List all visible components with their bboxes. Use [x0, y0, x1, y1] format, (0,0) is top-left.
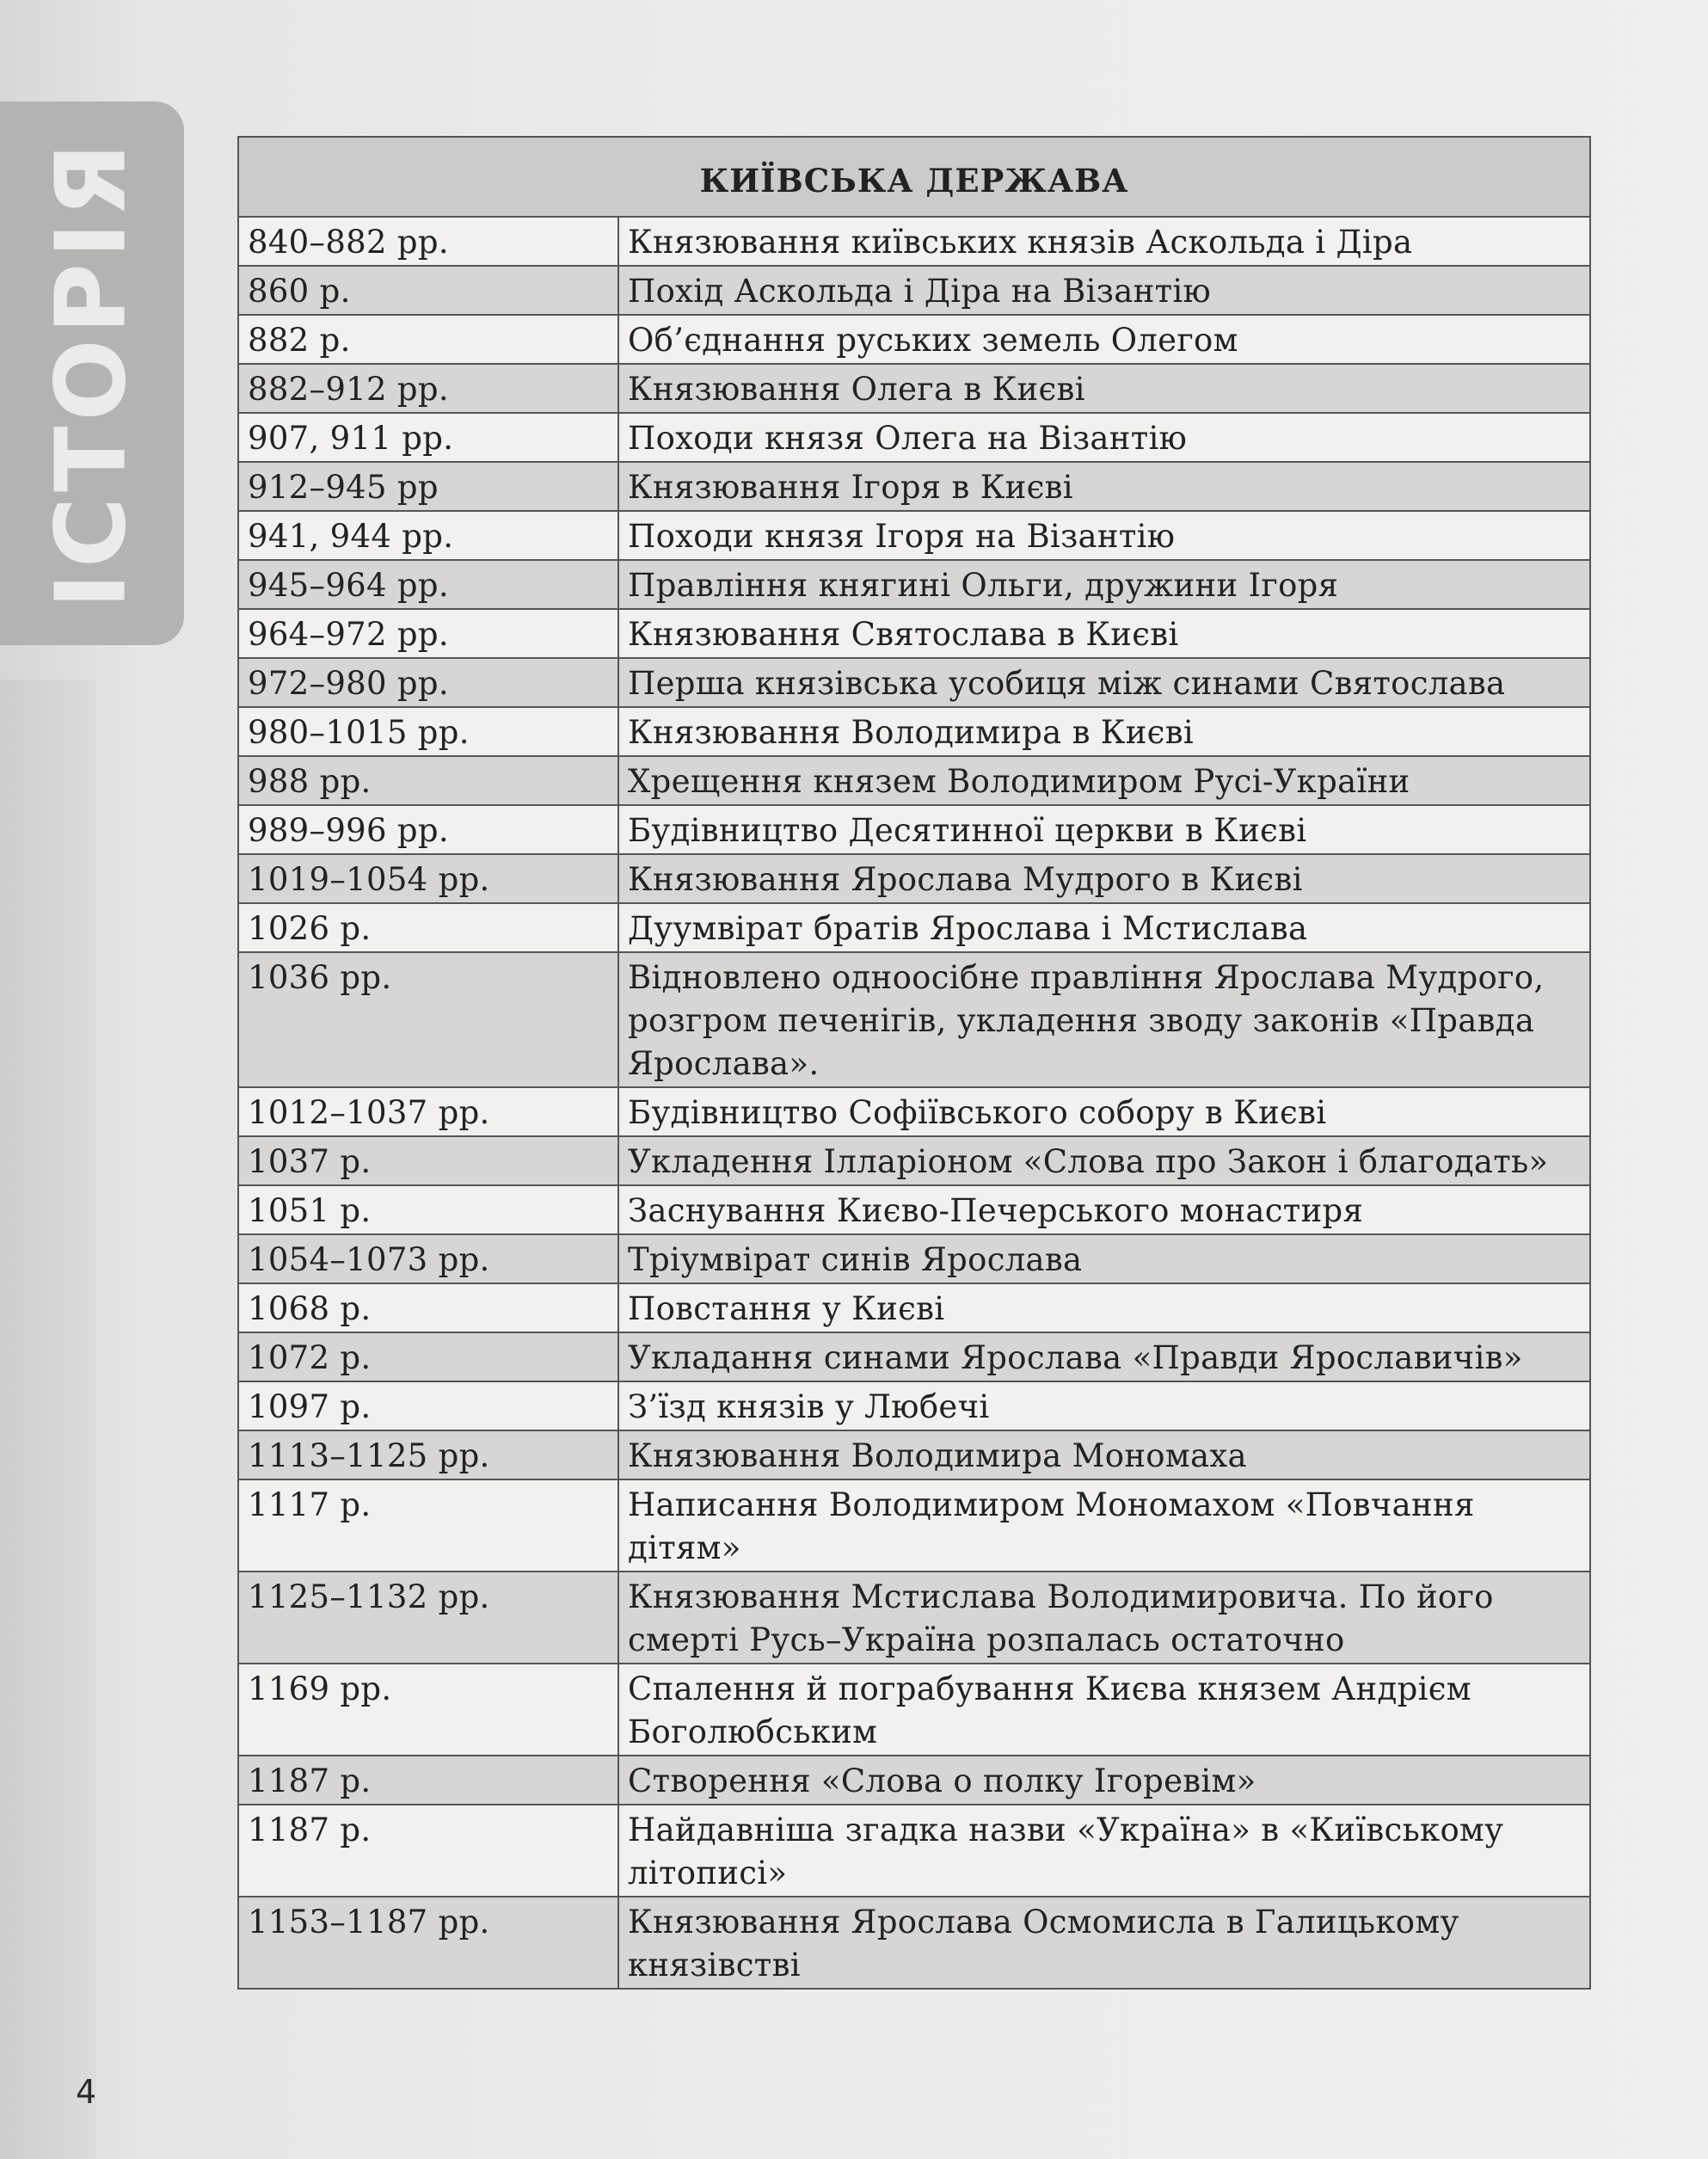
- year-cell: 840–882 рр.: [238, 217, 618, 266]
- year-cell: 1125–1132 рр.: [238, 1572, 618, 1664]
- margin-strip: [0, 680, 96, 2159]
- year-cell: 907, 911 рр.: [238, 413, 618, 462]
- table-row: [238, 1897, 1590, 1989]
- event-cell: Походи князя Олега на Візантію: [618, 413, 1590, 462]
- table-row: [238, 1572, 1590, 1664]
- year-cell: 1169 рр.: [238, 1664, 618, 1756]
- event-cell: Князювання Володимира Мономаха: [618, 1430, 1590, 1479]
- table-row: [238, 1136, 1590, 1185]
- event-cell: Укладення Іллаpіоном «Слова про Закон і благодать»: [618, 1136, 1590, 1185]
- table-row: [238, 462, 1590, 511]
- table-row: [238, 1381, 1590, 1430]
- year-cell: 945–964 рр.: [238, 560, 618, 609]
- event-cell: Укладання синами Ярослава «Правди Ярославичів»: [618, 1332, 1590, 1381]
- event-cell: Хрещення князем Володимиром Русі-України: [618, 756, 1590, 805]
- table-row: [238, 413, 1590, 462]
- table-row: [238, 854, 1590, 903]
- event-cell: Відновлено одноосібне правління Ярослава Мудрого, розгром печенігів, укладення зводу законів «Правда Ярослава».: [618, 952, 1590, 1087]
- event-cell: Князювання Ярослава Мудрого в Києві: [618, 854, 1590, 903]
- table-row: [238, 609, 1590, 658]
- table-row: [238, 1332, 1590, 1381]
- year-cell: 988 рр.: [238, 756, 618, 805]
- year-cell: 1036 рр.: [238, 952, 618, 1087]
- table-row: [238, 1234, 1590, 1283]
- event-cell: Заснування Києво-Печерського монастиря: [618, 1185, 1590, 1234]
- year-cell: 941, 944 рр.: [238, 511, 618, 560]
- year-cell: 964–972 рр.: [238, 609, 618, 658]
- year-cell: 989–996 рр.: [238, 805, 618, 854]
- table-row: [238, 1430, 1590, 1479]
- year-cell: 1012–1037 рр.: [238, 1087, 618, 1136]
- event-cell: Дуумвірат братів Ярослава і Мстислава: [618, 903, 1590, 952]
- section-tab: [0, 101, 184, 645]
- table-row: [238, 315, 1590, 364]
- year-cell: 860 р.: [238, 266, 618, 315]
- event-cell: Будівництво Десятинної церкви в Києві: [618, 805, 1590, 854]
- chronology-table: [237, 136, 1591, 1990]
- table-row: [238, 266, 1590, 315]
- table-row: [238, 1185, 1590, 1234]
- table-row: [238, 1283, 1590, 1332]
- year-cell: 1037 р.: [238, 1136, 618, 1185]
- year-cell: 1097 р.: [238, 1381, 618, 1430]
- year-cell: 1117 р.: [238, 1479, 618, 1572]
- table-row: [238, 658, 1590, 707]
- table-row: [238, 1087, 1590, 1136]
- table-row: [238, 560, 1590, 609]
- event-cell: Князювання Олега в Києві: [618, 364, 1590, 413]
- event-cell: Перша князівська усобиця між синами Святослава: [618, 658, 1590, 707]
- year-cell: 1019–1054 рр.: [238, 854, 618, 903]
- table-body: [238, 217, 1590, 1989]
- table-title: КИЇВСЬКА ДЕРЖАВА: [238, 137, 1590, 217]
- event-cell: Князювання Святослава в Києві: [618, 609, 1590, 658]
- table-row: [238, 707, 1590, 756]
- event-cell: З’їзд князів у Любечі: [618, 1381, 1590, 1430]
- year-cell: 1026 р.: [238, 903, 618, 952]
- event-cell: Повстання у Києві: [618, 1283, 1590, 1332]
- table-row: [238, 903, 1590, 952]
- table-row: [238, 364, 1590, 413]
- table-row: [238, 1664, 1590, 1756]
- event-cell: Об’єднання руських земель Олегом: [618, 315, 1590, 364]
- year-cell: 972–980 рр.: [238, 658, 618, 707]
- table-row: [238, 1479, 1590, 1572]
- page-number: 4: [76, 2073, 97, 2111]
- year-cell: 1054–1073 рр.: [238, 1234, 618, 1283]
- table-row: [238, 217, 1590, 266]
- event-cell: Похід Аскольда і Діра на Візантію: [618, 266, 1590, 315]
- event-cell: Походи князя Ігоря на Візантію: [618, 511, 1590, 560]
- event-cell: Тріумвірат синів Ярослава: [618, 1234, 1590, 1283]
- table-row: [238, 1756, 1590, 1805]
- table-row: [238, 511, 1590, 560]
- table-row: [238, 952, 1590, 1087]
- year-cell: 1187 р.: [238, 1805, 618, 1897]
- year-cell: 980–1015 рр.: [238, 707, 618, 756]
- event-cell: Спалення й пограбування Києва князем Андрієм Боголюбським: [618, 1664, 1590, 1756]
- table-header-row: [238, 137, 1590, 217]
- year-cell: 1153–1187 рр.: [238, 1897, 618, 1989]
- event-cell: Князювання Ярослава Осмомисла в Галицькому князівстві: [618, 1897, 1590, 1989]
- table-row: [238, 805, 1590, 854]
- event-cell: Князювання київських князів Аскольда і Діра: [618, 217, 1590, 266]
- year-cell: 912–945 рр: [238, 462, 618, 511]
- year-cell: 1051 р.: [238, 1185, 618, 1234]
- year-cell: 882–912 рр.: [238, 364, 618, 413]
- event-cell: Будівництво Софіївського собору в Києві: [618, 1087, 1590, 1136]
- year-cell: 882 р.: [238, 315, 618, 364]
- event-cell: Створення «Слова о полку Ігоревім»: [618, 1756, 1590, 1805]
- event-cell: Князювання Володимира в Києві: [618, 707, 1590, 756]
- section-tab-label: ІСТОРІЯ: [36, 138, 149, 609]
- year-cell: 1187 р.: [238, 1756, 618, 1805]
- year-cell: 1072 р.: [238, 1332, 618, 1381]
- table-row: [238, 1805, 1590, 1897]
- year-cell: 1068 р.: [238, 1283, 618, 1332]
- event-cell: Князювання Ігоря в Києві: [618, 462, 1590, 511]
- table-row: [238, 756, 1590, 805]
- event-cell: Князювання Мстислава Володимировича. По його смерті Русь–Україна розпалась остаточно: [618, 1572, 1590, 1664]
- event-cell: Правління княгині Ольги, дружини Ігоря: [618, 560, 1590, 609]
- year-cell: 1113–1125 рр.: [238, 1430, 618, 1479]
- event-cell: Найдавніша згадка назви «Україна» в «Київському літописі»: [618, 1805, 1590, 1897]
- event-cell: Написання Володимиром Мономахом «Повчання дітям»: [618, 1479, 1590, 1572]
